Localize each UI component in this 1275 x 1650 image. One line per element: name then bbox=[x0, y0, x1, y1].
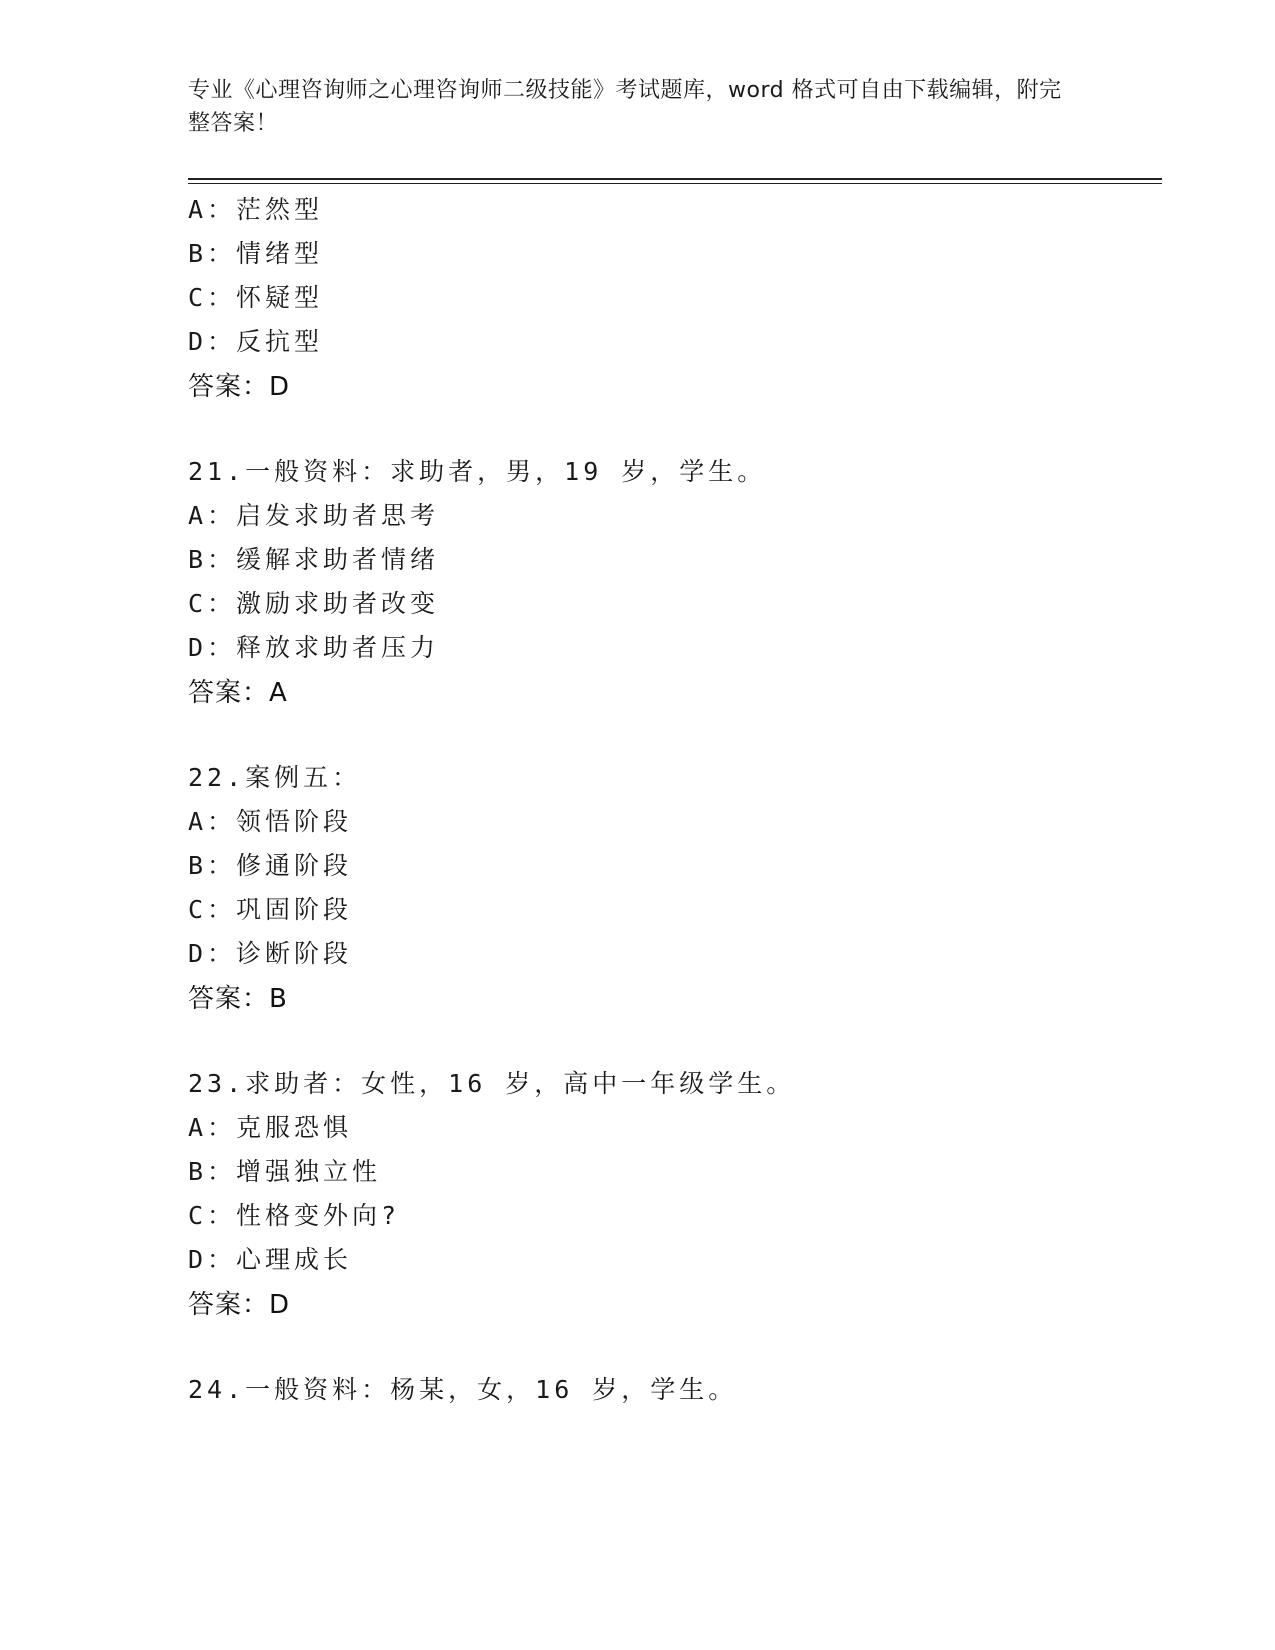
option-b: B：修通阶段 bbox=[188, 851, 353, 880]
option-d: D：释放求助者压力 bbox=[188, 633, 440, 662]
answer-line: 答案：D bbox=[188, 1290, 291, 1320]
option-c: C：怀疑型 bbox=[188, 283, 324, 312]
option-d: D：反抗型 bbox=[188, 327, 324, 356]
option-a: A：领悟阶段 bbox=[188, 807, 353, 836]
option-b: B：缓解求助者情绪 bbox=[188, 545, 440, 574]
document-header: 专业《心理咨询师之心理咨询师二级技能》考试题库，word 格式可自由下载编辑，附完整答案！ bbox=[188, 78, 1062, 136]
answer-line: 答案：D bbox=[188, 372, 291, 402]
option-b: B：情绪型 bbox=[188, 239, 324, 268]
option-a: A：茫然型 bbox=[188, 195, 324, 224]
option-d: D：诊断阶段 bbox=[188, 939, 353, 968]
option-c: C：巩固阶段 bbox=[188, 895, 353, 924]
header-rule-thick bbox=[188, 178, 1162, 180]
option-a: A：启发求助者思考 bbox=[188, 501, 440, 530]
answer-line: 答案：A bbox=[188, 678, 288, 708]
question-24-stem: 24.一般资料：杨某，女，16 岁，学生。 bbox=[188, 1375, 738, 1404]
option-a: A：克服恐惧 bbox=[188, 1113, 353, 1142]
answer-line: 答案：B bbox=[188, 984, 288, 1014]
question-23-stem: 23.求助者：女性，16 岁，高中一年级学生。 bbox=[188, 1069, 796, 1098]
option-c: C：激励求助者改变 bbox=[188, 589, 440, 618]
option-d: D：心理成长 bbox=[188, 1245, 353, 1274]
option-c: C：性格变外向? bbox=[188, 1201, 401, 1230]
header-rule-thin bbox=[188, 183, 1162, 184]
option-b: B：增强独立性 bbox=[188, 1157, 382, 1186]
question-22-stem: 22.案例五： bbox=[188, 763, 362, 792]
question-21-stem: 21.一般资料：求助者，男，19 岁，学生。 bbox=[188, 457, 767, 486]
